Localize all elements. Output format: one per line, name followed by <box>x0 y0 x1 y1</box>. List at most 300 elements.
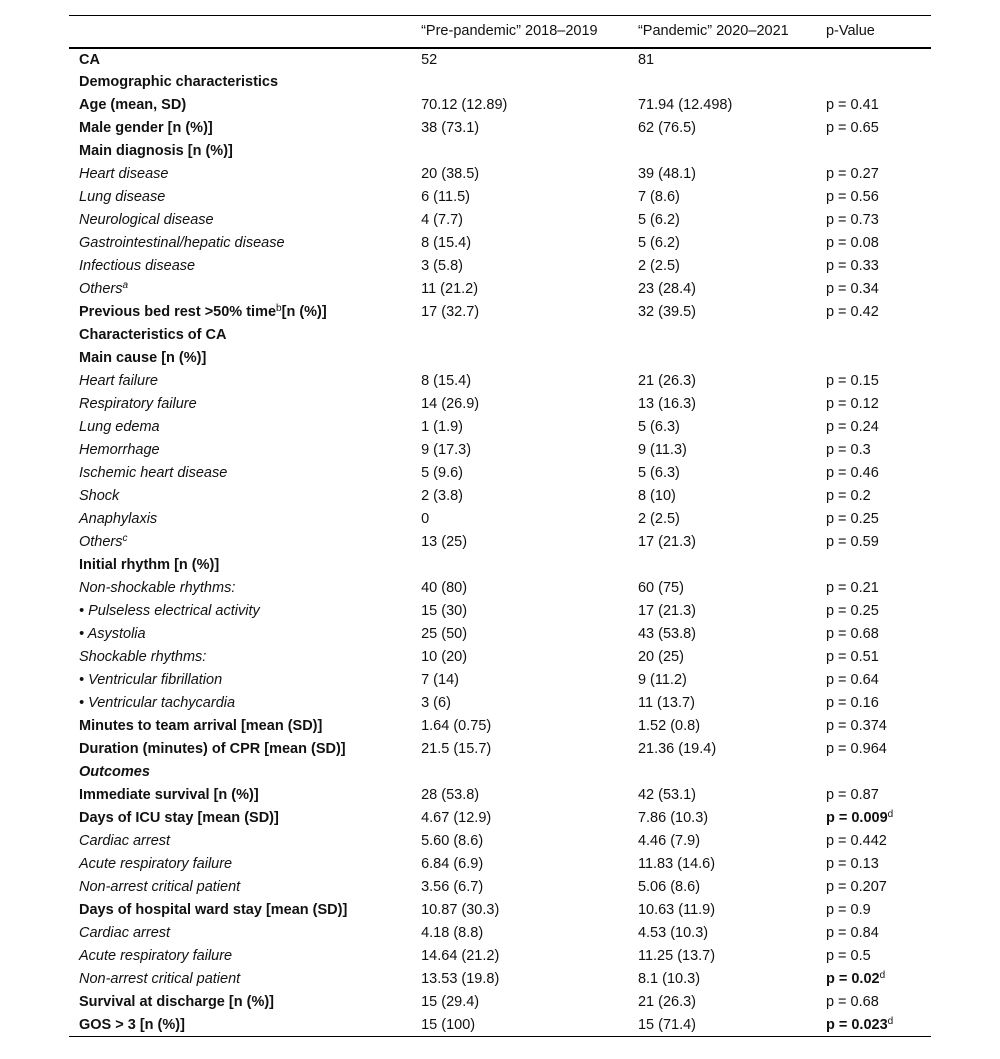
pandemic-value: 42 (53.1) <box>637 787 696 803</box>
pre-pandemic-value: 6.84 (6.9) <box>421 856 484 872</box>
table-row <box>69 531 931 554</box>
pre-pandemic-value: 15 (30) <box>421 603 468 619</box>
pandemic-value: 62 (76.5) <box>637 120 696 136</box>
pandemic-value: 5.06 (8.6) <box>637 879 701 895</box>
pre-pandemic-value: 6 (11.5) <box>421 189 470 205</box>
p-value <box>826 738 931 761</box>
table-row <box>69 370 931 393</box>
table-row <box>69 94 931 117</box>
row-label-suffix: [n (%)] <box>281 304 327 320</box>
table-row <box>69 278 931 301</box>
p-value-text: p = 0.42 <box>825 304 879 320</box>
row-label <box>69 669 421 692</box>
p-value <box>826 600 931 623</box>
row-label-text: Shock <box>79 488 120 504</box>
pandemic-value: 11 (13.7) <box>637 695 695 711</box>
p-value-text: p = 0.13 <box>825 856 879 872</box>
p-value <box>826 945 931 968</box>
p-value <box>826 623 931 646</box>
p-value <box>826 209 931 232</box>
row-label-text: Non-shockable rhythms: <box>79 580 236 596</box>
table-row <box>69 945 931 968</box>
table-row <box>69 715 931 738</box>
pandemic-value: 39 (48.1) <box>637 166 696 182</box>
header-pandemic: “Pandemic” 2020–2021 <box>637 23 789 40</box>
pre-pandemic-value: 21.5 (15.7) <box>421 741 492 757</box>
row-label-text: Duration (minutes) of CPR [mean (SD)] <box>79 741 346 757</box>
row-label <box>69 577 421 600</box>
pre-pandemic-value: 52 <box>421 51 438 68</box>
pandemic-value: 81 <box>637 51 655 68</box>
pre-pandemic-value: 1.64 (0.75) <box>421 718 492 734</box>
p-value-text: p = 0.24 <box>825 419 879 435</box>
row-label-text: Lung disease <box>79 189 166 205</box>
p-value-text: p = 0.25 <box>825 603 879 619</box>
row-label <box>69 807 421 830</box>
pre-pandemic-value: 13.53 (19.8) <box>421 971 500 987</box>
table-row <box>69 968 931 991</box>
table-row <box>69 462 931 485</box>
row-label <box>69 508 421 531</box>
p-value <box>826 899 931 922</box>
row-label <box>69 991 421 1014</box>
p-value-text: p = 0.46 <box>825 465 879 481</box>
pandemic-value: 7 (8.6) <box>637 189 680 205</box>
pandemic-value: 2 (2.5) <box>637 258 680 274</box>
pandemic-value: 9 (11.3) <box>637 442 687 458</box>
pandemic-value <box>638 71 826 94</box>
row-label-text: Infectious disease <box>79 258 196 274</box>
table-row <box>69 117 931 140</box>
p-value-text: p = 0.21 <box>825 580 879 596</box>
pandemic-value: 7.86 (10.3) <box>637 810 709 826</box>
p-value <box>826 853 931 876</box>
row-label <box>69 876 421 899</box>
p-value-text: p = 0.73 <box>825 212 879 228</box>
p-value <box>826 347 931 370</box>
p-value-text: p = 0.207 <box>825 879 887 895</box>
p-value-text: p = 0.3 <box>825 442 871 458</box>
p-value-text: p = 0.64 <box>825 672 879 688</box>
row-label-text: Previous bed rest >50% time <box>79 304 277 320</box>
row-label <box>69 761 421 784</box>
pandemic-value: 4.53 (10.3) <box>637 925 709 941</box>
row-label-text: Main cause [n (%)] <box>79 350 207 366</box>
p-value <box>826 186 931 209</box>
p-value <box>826 94 931 117</box>
row-label-text: Ischemic heart disease <box>79 465 228 481</box>
p-value-text: p = 0.33 <box>825 258 879 274</box>
row-label-text: Acute respiratory failure <box>79 948 233 964</box>
row-label <box>69 71 421 94</box>
p-value <box>826 324 931 347</box>
table-row <box>69 761 931 784</box>
p-value <box>826 278 931 301</box>
table-row <box>69 186 931 209</box>
p-value <box>826 117 931 140</box>
row-label-text: • Ventricular fibrillation <box>79 672 223 688</box>
pre-pandemic-value: 2 (3.8) <box>421 488 464 504</box>
footnote-marker: d <box>887 1015 894 1027</box>
footnote-marker: d <box>887 809 894 820</box>
pre-pandemic-value: 25 (50) <box>421 626 468 642</box>
pandemic-value: 5 (6.2) <box>637 212 680 228</box>
pre-pandemic-value: 8 (15.4) <box>421 373 472 389</box>
row-label-text: Gastrointestinal/hepatic disease <box>79 235 285 251</box>
footnote-marker: a <box>122 280 129 291</box>
p-value-text: p = 0.25 <box>825 511 879 527</box>
pandemic-value: 17 (21.3) <box>637 534 696 550</box>
pre-pandemic-value: 9 (17.3) <box>421 442 472 458</box>
row-label <box>69 899 421 922</box>
row-label <box>69 945 421 968</box>
row-label <box>69 692 421 715</box>
pre-pandemic-value: 3 (5.8) <box>421 258 464 274</box>
pandemic-value <box>638 347 826 370</box>
pre-pandemic-value <box>421 347 638 370</box>
p-value <box>826 301 931 324</box>
row-label-text: Main diagnosis [n (%)] <box>79 143 233 159</box>
table-row <box>69 508 931 531</box>
pre-pandemic-value: 3.56 (6.7) <box>421 879 484 895</box>
row-label-text: Characteristics of CA <box>79 327 227 343</box>
pre-pandemic-value: 4 (7.7) <box>421 212 464 228</box>
p-value-text: p = 0.374 <box>825 718 887 734</box>
pre-pandemic-value: 10 (20) <box>421 649 468 665</box>
pandemic-value: 13 (16.3) <box>637 396 696 412</box>
table-row <box>69 416 931 439</box>
row-label <box>69 623 421 646</box>
row-label <box>69 416 421 439</box>
pre-pandemic-value: 38 (73.1) <box>421 120 480 136</box>
row-label-text: Acute respiratory failure <box>79 856 233 872</box>
row-label <box>69 462 421 485</box>
p-value <box>826 439 931 462</box>
p-value-text: p = 0.023 <box>825 1016 888 1033</box>
row-label-text: Neurological disease <box>79 212 214 228</box>
p-value <box>826 876 931 899</box>
p-value-text: p = 0.84 <box>825 925 879 941</box>
pre-pandemic-value: 8 (15.4) <box>421 235 472 251</box>
row-label <box>69 830 421 853</box>
p-value <box>826 255 931 278</box>
row-label-text: Male gender [n (%)] <box>79 120 213 136</box>
row-label <box>69 163 421 186</box>
p-value <box>826 462 931 485</box>
p-value-text: p = 0.12 <box>825 396 879 412</box>
row-label <box>69 485 421 508</box>
p-value-text: p = 0.56 <box>825 189 879 205</box>
table-row <box>69 209 931 232</box>
p-value-text: p = 0.15 <box>825 373 879 389</box>
pandemic-value: 8 (10) <box>637 488 676 504</box>
table-row <box>69 577 931 600</box>
p-value-text: p = 0.27 <box>825 166 879 182</box>
row-label-text: Survival at discharge [n (%)] <box>79 994 274 1010</box>
pandemic-value: 4.46 (7.9) <box>637 833 701 849</box>
pandemic-value: 21 (26.3) <box>637 994 696 1010</box>
table-row <box>69 853 931 876</box>
pre-pandemic-value: 28 (53.8) <box>421 787 480 803</box>
pandemic-value: 11.25 (13.7) <box>637 948 716 964</box>
table-header-row <box>69 16 931 48</box>
p-value-text: p = 0.16 <box>825 695 879 711</box>
p-value-text: p = 0.009 <box>825 810 888 826</box>
pre-pandemic-value: 17 (32.7) <box>421 304 480 320</box>
p-value-text: p = 0.59 <box>825 534 879 550</box>
footnote-marker: d <box>879 970 886 981</box>
p-value-text: p = 0.68 <box>825 994 879 1010</box>
row-label <box>69 393 421 416</box>
row-label <box>69 968 421 991</box>
pandemic-value: 71.94 (12.498) <box>637 97 733 113</box>
table-row <box>69 324 931 347</box>
p-value <box>826 761 931 784</box>
p-value-text: p = 0.65 <box>825 120 879 136</box>
row-label-text: Heart disease <box>79 166 169 182</box>
row-label-text: Others <box>79 281 123 297</box>
row-label-text: Days of hospital ward stay [mean (SD)] <box>79 902 348 918</box>
row-label-text: Heart failure <box>79 373 158 389</box>
row-label <box>69 324 421 347</box>
pre-pandemic-value <box>421 554 638 577</box>
row-label <box>69 600 421 623</box>
row-label-text: Age (mean, SD) <box>79 97 187 113</box>
p-value <box>826 370 931 393</box>
table-row <box>69 692 931 715</box>
row-label-text: Anaphylaxis <box>79 511 158 527</box>
pandemic-value <box>638 140 826 163</box>
row-label-text: Non-arrest critical patient <box>79 879 241 895</box>
pandemic-value: 15 (71.4) <box>637 1016 696 1033</box>
row-label-text: Others <box>79 534 123 550</box>
table-row <box>69 738 931 761</box>
table-row <box>69 646 931 669</box>
p-value-text: p = 0.51 <box>825 649 879 665</box>
row-label-text: Minutes to team arrival [mean (SD)] <box>79 718 323 734</box>
row-label-text: Shockable rhythms: <box>79 649 207 665</box>
p-value <box>826 508 931 531</box>
table-body <box>69 48 931 1037</box>
pandemic-value: 5 (6.2) <box>637 235 680 251</box>
p-value <box>826 140 931 163</box>
row-label-text: Hemorrhage <box>79 442 160 458</box>
pandemic-value: 21.36 (19.4) <box>637 741 717 757</box>
pre-pandemic-value: 1 (1.9) <box>421 419 464 435</box>
row-label <box>69 232 421 255</box>
table-row <box>69 623 931 646</box>
row-label-text: Non-arrest critical patient <box>79 971 241 987</box>
footnote-marker: b <box>276 303 282 314</box>
pandemic-value <box>638 324 826 347</box>
table-row <box>69 807 931 830</box>
p-value-text: p = 0.5 <box>825 948 871 964</box>
pandemic-value: 2 (2.5) <box>637 511 680 527</box>
p-value-text: p = 0.34 <box>825 281 879 297</box>
p-value <box>826 232 931 255</box>
p-value <box>826 577 931 600</box>
pandemic-value: 60 (75) <box>637 580 684 596</box>
pandemic-value: 21 (26.3) <box>637 373 696 389</box>
results-table <box>69 15 931 1037</box>
header-p-value: p-Value <box>825 23 875 40</box>
pre-pandemic-value: 14 (26.9) <box>421 396 480 412</box>
p-value <box>826 830 931 853</box>
table-row <box>69 232 931 255</box>
p-value <box>826 692 931 715</box>
p-value <box>826 531 931 554</box>
p-value-text: p = 0.41 <box>825 97 879 113</box>
header-label <box>69 16 421 48</box>
pre-pandemic-value <box>421 140 638 163</box>
pandemic-value: 9 (11.2) <box>637 672 687 688</box>
p-value <box>826 416 931 439</box>
pre-pandemic-value: 13 (25) <box>421 534 468 550</box>
table-row <box>69 301 931 324</box>
row-label-text: • Pulseless electrical activity <box>79 603 260 619</box>
p-value <box>826 163 931 186</box>
pre-pandemic-value: 15 (29.4) <box>421 994 480 1010</box>
table-row <box>69 393 931 416</box>
p-value-text: p = 0.964 <box>825 741 887 757</box>
table-row <box>69 255 931 278</box>
pandemic-value: 11.83 (14.6) <box>637 856 716 872</box>
table-row <box>69 784 931 807</box>
table-row <box>69 830 931 853</box>
row-label-text: • Asystolia <box>79 626 146 642</box>
row-label <box>69 370 421 393</box>
row-label <box>69 186 421 209</box>
row-label-text: Outcomes <box>79 764 150 780</box>
row-label-text: Cardiac arrest <box>79 833 171 849</box>
row-label <box>69 715 421 738</box>
pre-pandemic-value: 70.12 (12.89) <box>421 97 508 113</box>
pre-pandemic-value: 5 (9.6) <box>421 465 464 481</box>
p-value-text: p = 0.08 <box>825 235 879 251</box>
pre-pandemic-value <box>421 71 638 94</box>
row-label <box>69 646 421 669</box>
row-label-text: Lung edema <box>79 419 160 435</box>
p-value <box>826 669 931 692</box>
table-row <box>69 347 931 370</box>
row-label-text: Demographic characteristics <box>79 74 279 90</box>
row-label <box>69 554 421 577</box>
pre-pandemic-value: 15 (100) <box>421 1016 476 1033</box>
pre-pandemic-value: 20 (38.5) <box>421 166 480 182</box>
row-label <box>69 278 421 301</box>
table-row <box>69 140 931 163</box>
p-value-text: p = 0.2 <box>825 488 871 504</box>
p-value <box>826 991 931 1014</box>
table-row <box>69 439 931 462</box>
row-label-text: Immediate survival [n (%)] <box>79 787 259 803</box>
pandemic-value <box>638 761 826 784</box>
row-label <box>69 347 421 370</box>
p-value <box>826 922 931 945</box>
row-label-text: CA <box>79 51 100 68</box>
row-label <box>69 209 421 232</box>
row-label-text: Cardiac arrest <box>79 925 171 941</box>
row-label <box>69 48 421 71</box>
pre-pandemic-value <box>421 324 638 347</box>
p-value <box>826 71 931 94</box>
pandemic-value: 1.52 (0.8) <box>637 718 701 734</box>
pandemic-value: 32 (39.5) <box>637 304 696 320</box>
table-row <box>69 485 931 508</box>
row-label <box>69 853 421 876</box>
table-row <box>69 1014 931 1037</box>
pre-pandemic-value: 7 (14) <box>421 672 459 688</box>
p-value <box>826 1014 931 1037</box>
pandemic-value: 10.63 (11.9) <box>637 902 716 918</box>
row-label <box>69 1014 421 1037</box>
table-row <box>69 48 931 71</box>
p-value <box>826 715 931 738</box>
p-value <box>826 554 931 577</box>
row-label <box>69 439 421 462</box>
pandemic-value: 23 (28.4) <box>637 281 696 297</box>
row-label-text: GOS > 3 [n (%)] <box>79 1016 185 1033</box>
row-label-text: Respiratory failure <box>79 396 197 412</box>
row-label <box>69 922 421 945</box>
row-label-text: Initial rhythm [n (%)] <box>79 557 220 573</box>
table-row <box>69 991 931 1014</box>
pre-pandemic-value: 4.67 (12.9) <box>421 810 492 826</box>
footnote-marker: c <box>122 533 128 544</box>
row-label <box>69 784 421 807</box>
p-value-text: p = 0.02 <box>825 971 880 987</box>
table-row <box>69 600 931 623</box>
pre-pandemic-value: 5.60 (8.6) <box>421 833 484 849</box>
pandemic-value: 43 (53.8) <box>637 626 696 642</box>
p-value <box>826 784 931 807</box>
pandemic-value: 5 (6.3) <box>637 465 680 481</box>
row-label <box>69 531 421 554</box>
pre-pandemic-value: 10.87 (30.3) <box>421 902 500 918</box>
pre-pandemic-value: 11 (21.2) <box>421 281 479 297</box>
row-label <box>69 301 421 324</box>
p-value-text: p = 0.9 <box>825 902 871 918</box>
pandemic-value: 20 (25) <box>637 649 684 665</box>
pre-pandemic-value: 40 (80) <box>421 580 468 596</box>
pandemic-value: 17 (21.3) <box>637 603 696 619</box>
row-label-text: Days of ICU stay [mean (SD)] <box>79 810 279 826</box>
p-value <box>826 807 931 830</box>
row-label-text: • Ventricular tachycardia <box>79 695 236 711</box>
pandemic-value <box>638 554 826 577</box>
header-pre-pandemic: “Pre-pandemic” 2018–2019 <box>421 23 598 40</box>
p-value <box>826 393 931 416</box>
pre-pandemic-value <box>421 761 638 784</box>
row-label <box>69 94 421 117</box>
row-label <box>69 255 421 278</box>
p-value <box>826 48 931 71</box>
table-row <box>69 922 931 945</box>
table-row <box>69 669 931 692</box>
p-value <box>826 485 931 508</box>
table-row <box>69 876 931 899</box>
row-label <box>69 140 421 163</box>
p-value-text: p = 0.87 <box>825 787 879 803</box>
pre-pandemic-value: 0 <box>421 511 430 527</box>
p-value-text: p = 0.68 <box>825 626 879 642</box>
pre-pandemic-value: 14.64 (21.2) <box>421 948 500 964</box>
row-label <box>69 117 421 140</box>
table-row <box>69 554 931 577</box>
pre-pandemic-value: 4.18 (8.8) <box>421 925 484 941</box>
pandemic-value: 8.1 (10.3) <box>637 971 701 987</box>
row-label <box>69 738 421 761</box>
